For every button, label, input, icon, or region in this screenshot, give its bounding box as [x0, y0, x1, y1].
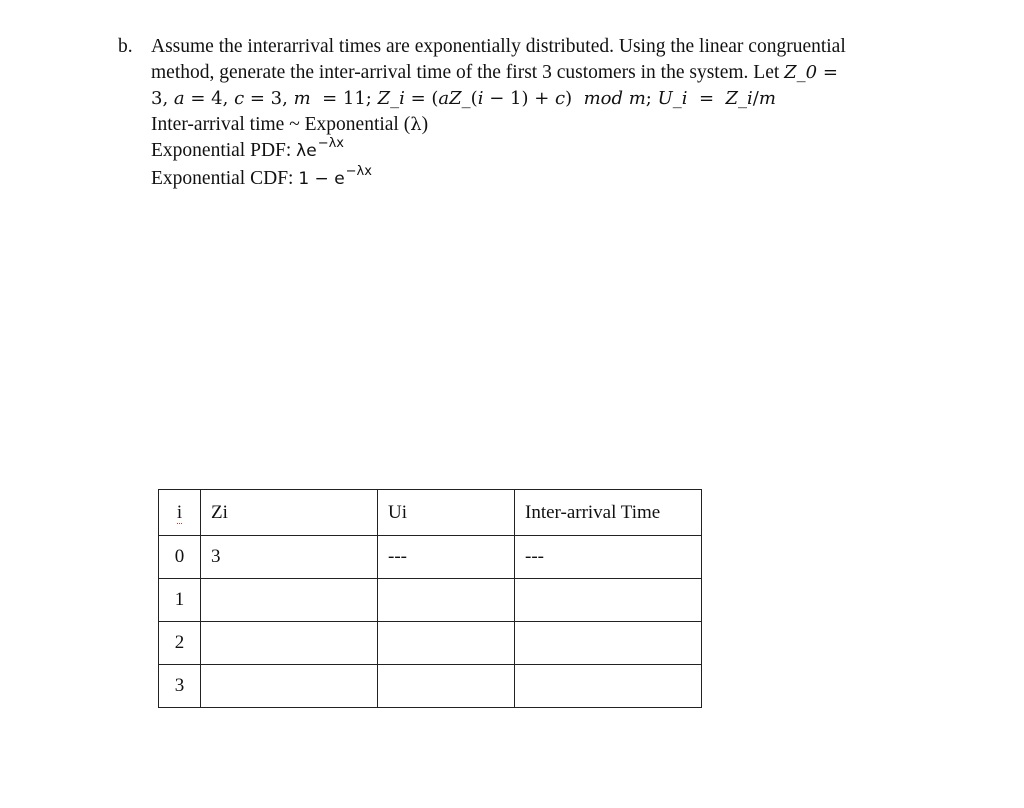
pdf-formula: λe [296, 141, 317, 161]
lcg-parameters: 3, a = 4, c = 3, m = 11; Z_i = (aZ_(i − 1) + c) mod m; U_i = Z_i/m [151, 88, 776, 109]
header-zi: Zi [201, 490, 378, 536]
header-ui: Ui [378, 490, 515, 536]
cell-zi[interactable] [201, 579, 378, 622]
cell-interarrival-time[interactable] [515, 665, 702, 708]
lambda-symbol: λ [410, 114, 422, 135]
problem-body [151, 34, 938, 194]
cell-interarrival-time[interactable] [515, 622, 702, 665]
cell-zi[interactable]: 3 [201, 536, 378, 579]
cell-i: 3 [159, 665, 201, 708]
header-i: i [159, 490, 201, 536]
cell-i: 2 [159, 622, 201, 665]
interarrival-table [158, 489, 702, 708]
exponential-pdf: Exponential PDF: $\lambda e^{-\lambda x}$ [151, 136, 344, 161]
table-header-row [159, 490, 702, 536]
table-row [159, 665, 702, 708]
cell-zi[interactable] [201, 622, 378, 665]
cell-ui[interactable] [378, 665, 515, 708]
problem-line-2 [151, 60, 938, 86]
problem-line-4: Inter-arrival time ~ Exponential (λ) [151, 114, 429, 135]
table-row [159, 622, 702, 665]
z0-math: Z_0 = [784, 62, 838, 83]
pdf-exponent: −λx [317, 136, 344, 151]
problem-line-2-text: method, generate the inter-arrival time of the first 3 customers in the system. Let [151, 62, 780, 83]
header-interarrival-time: Inter-arrival Time [515, 490, 702, 536]
cell-interarrival-time[interactable] [515, 579, 702, 622]
cell-i: 0 [159, 536, 201, 579]
exponential-cdf: Exponential CDF: $1 - e^{-\lambda x}$ [151, 164, 372, 189]
cell-ui[interactable]: --- [378, 536, 515, 579]
cdf-exponent: −λx [345, 164, 372, 179]
table-row [159, 536, 702, 579]
problem-statement [118, 34, 938, 194]
problem-line-1: Assume the interarrival times are exponentially distributed. Using the linear congruential [151, 36, 846, 57]
cell-ui[interactable] [378, 622, 515, 665]
cell-interarrival-time[interactable]: --- [515, 536, 702, 579]
cell-ui[interactable] [378, 579, 515, 622]
cdf-formula: 1 − e [298, 169, 345, 189]
table-row [159, 579, 702, 622]
cell-zi[interactable] [201, 665, 378, 708]
cell-i: 1 [159, 579, 201, 622]
problem-label: b. [118, 36, 133, 57]
